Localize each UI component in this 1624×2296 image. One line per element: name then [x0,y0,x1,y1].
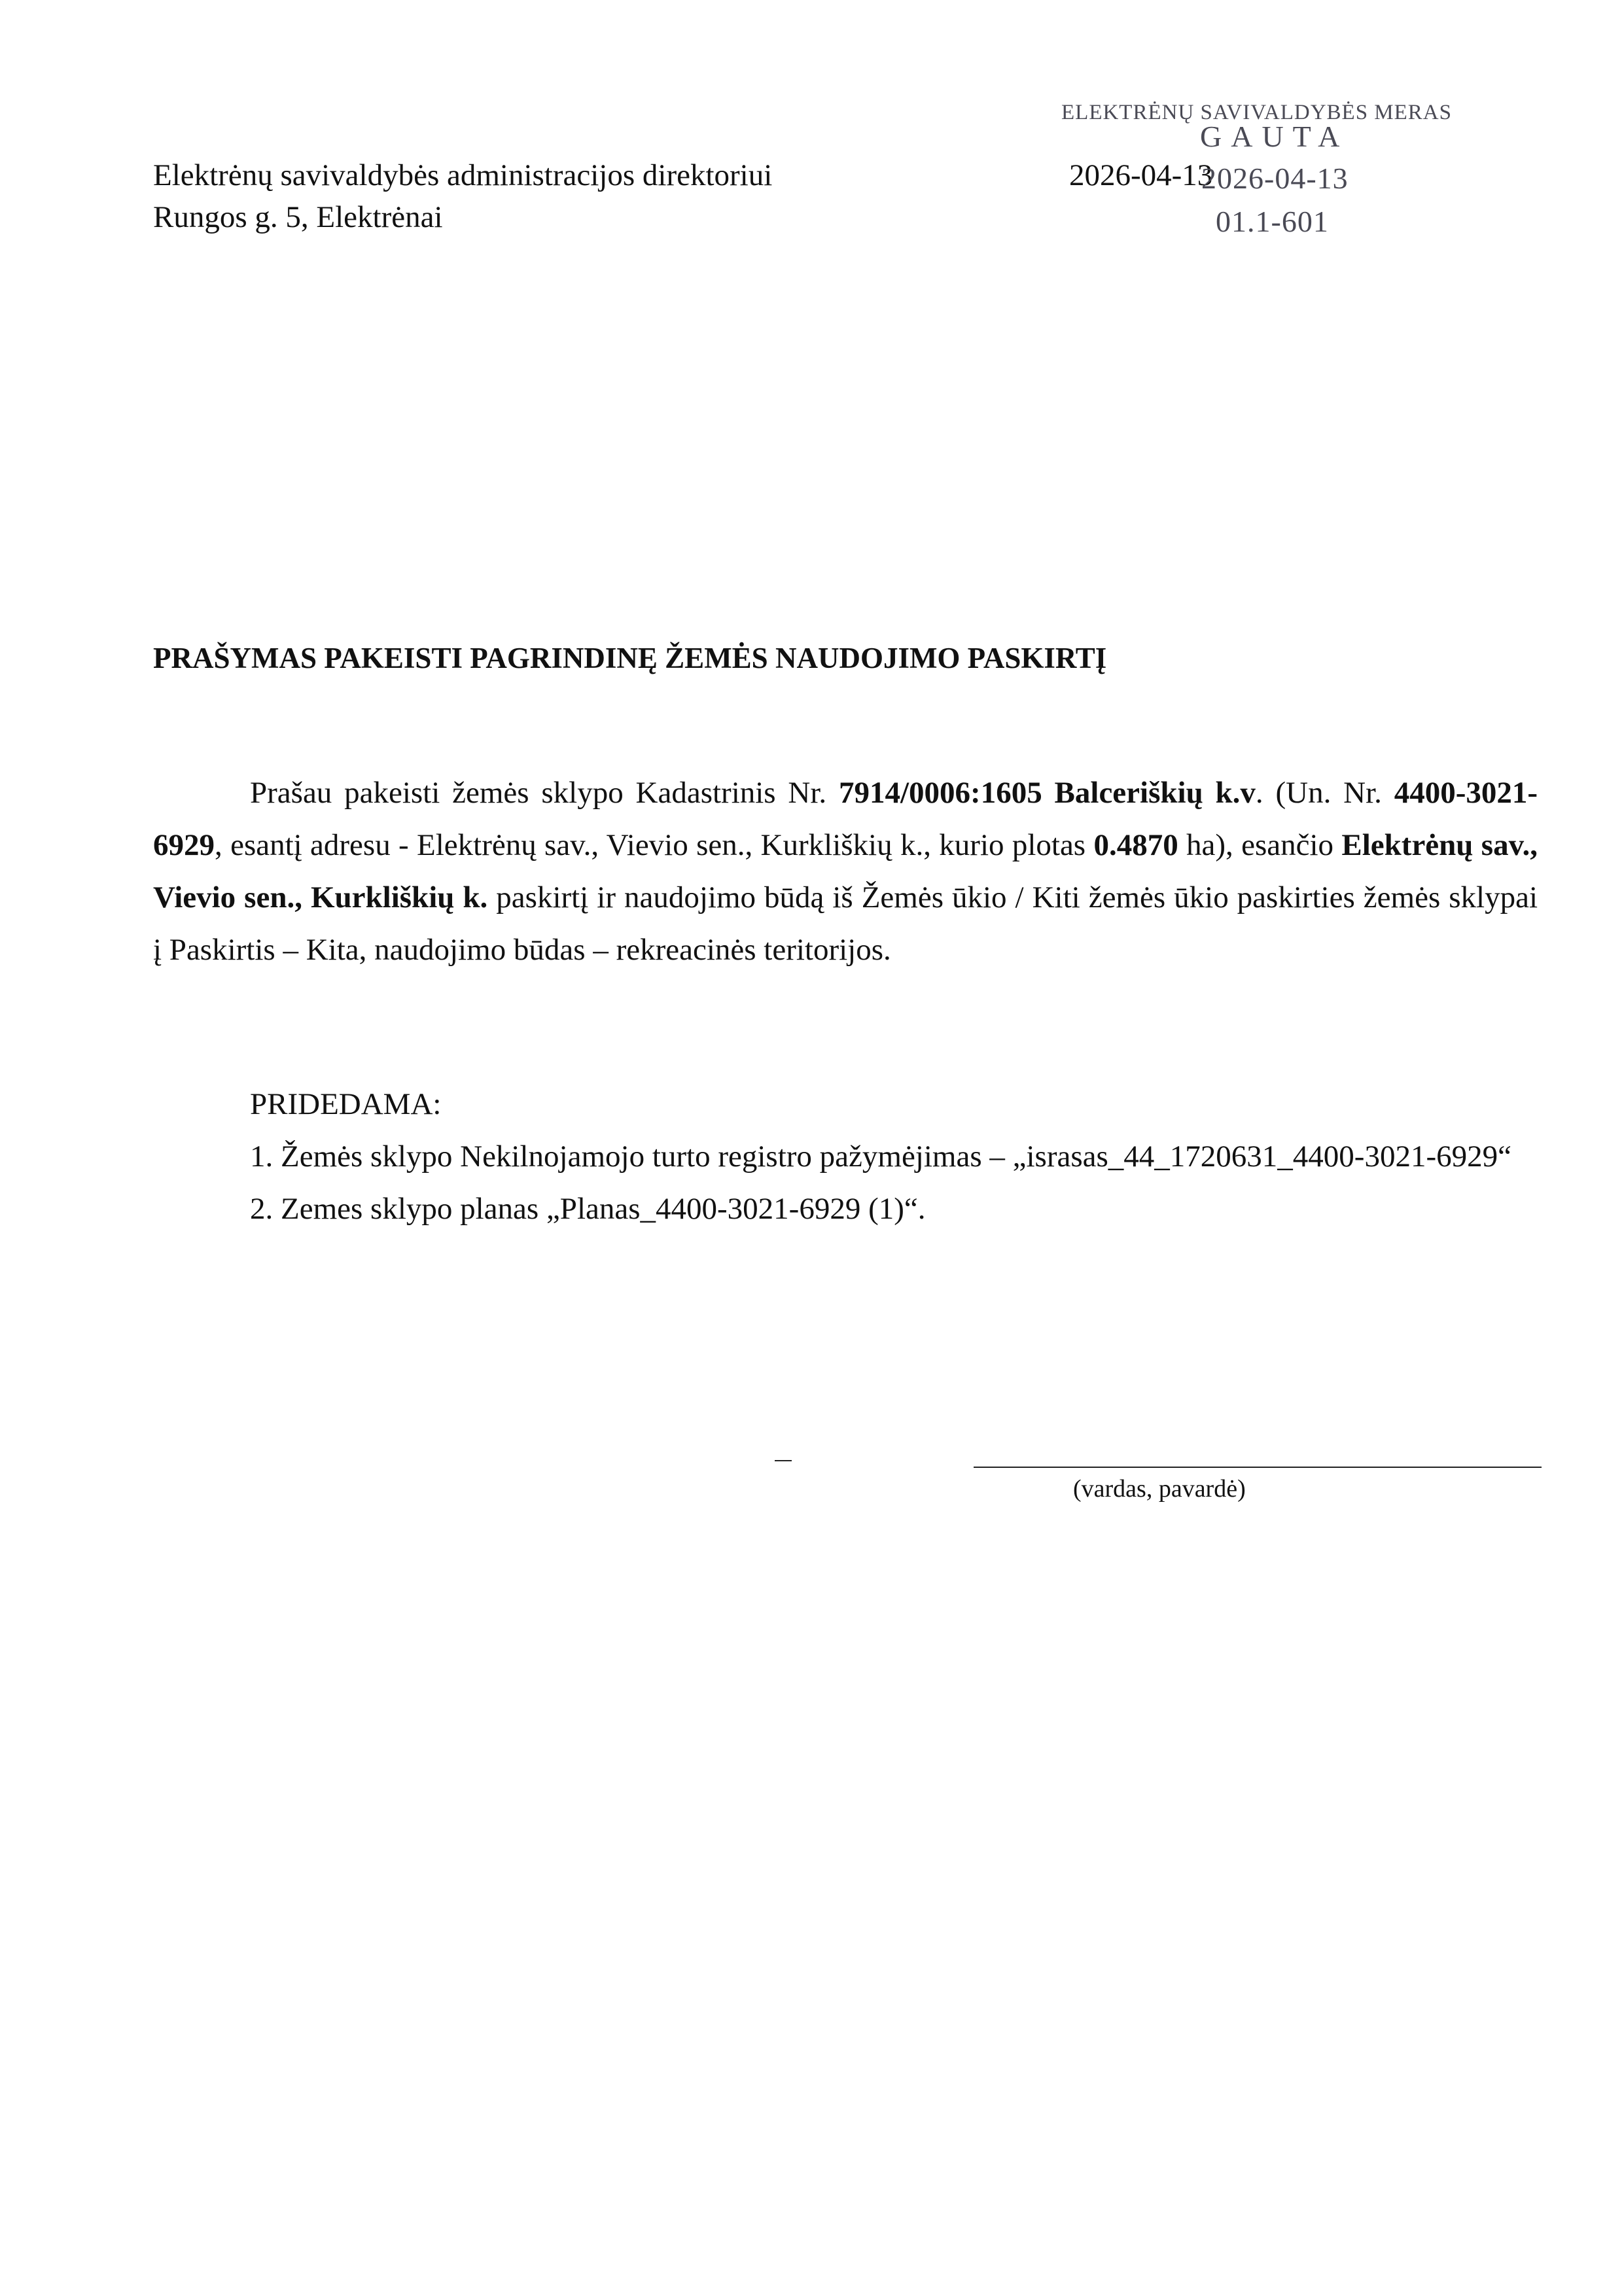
addressee-address: Rungos g. 5, Elektrėnai [153,200,443,234]
body-text-6: paskirtį ir naudojimo būdą iš Žemės ūkio / Kiti žemės ūkio paskirties žemės sklypai į Paskirtis – Kita, naudojimo būdas – rekreacinės teritorijos. [153,880,1538,967]
plot-location: Elektrėnų sav., Vievio sen., Kurkliškių k. [153,828,1538,914]
body-text-5: ha), esančio [1178,828,1342,862]
stamp-registration-number: 01.1-601 [1216,205,1329,238]
addressee-name: Elektrėnų savivaldybės administracijos direktoriui [153,158,773,192]
cadastral-area: Balceriškių k.v [1054,776,1256,810]
plot-area: 0.4870 [1093,828,1178,862]
attachment-item-2: 2. Zemes sklypo planas „Planas_4400-3021-6929 (1)“. [250,1192,926,1226]
stamp-label: GAUTA [1200,120,1349,153]
cadastral-number: 7914/0006:1605 [838,776,1042,810]
document-title: PRAŠYMAS PAKEISTI PAGRINDINĘ ŽEMĖS NAUDOJIMO PASKIRTĮ [153,642,1107,674]
request-paragraph [153,767,1538,976]
registration-stamp [1047,96,1505,246]
signature-dash [775,1460,792,1461]
attachments-section [153,1078,1538,1235]
body-text-2 [1042,776,1055,810]
document-date: 2026-04-13 [1069,158,1213,192]
signature-line [974,1467,1542,1468]
attachment-item-1: 1. Žemės sklypo Nekilnojamojo turto registro pažymėjimas – „israsas_44_1720631_4400-3021-6929“ [250,1139,1511,1174]
stamp-organization: ELEKTRĖNŲ SAVIVALDYBĖS MERAS [1061,101,1452,124]
addressee-block [153,154,772,238]
attachments-heading: PRIDEDAMA: [250,1087,442,1121]
body-text-1: Prašau pakeisti žemės sklypo Kadastrinis Nr. [250,776,839,810]
unique-number: 4400-3021-6929 [153,776,1538,862]
body-text-3: . (Un. Nr. [1255,776,1394,810]
signature-label: (vardas, pavardė) [1073,1475,1246,1503]
body-text-4: , esantį adresu - Elektrėnų sav., Vievio sen., Kurkliškių k., kurio plotas [215,828,1094,862]
stamp-date: 2026-04-13 [1201,162,1349,195]
